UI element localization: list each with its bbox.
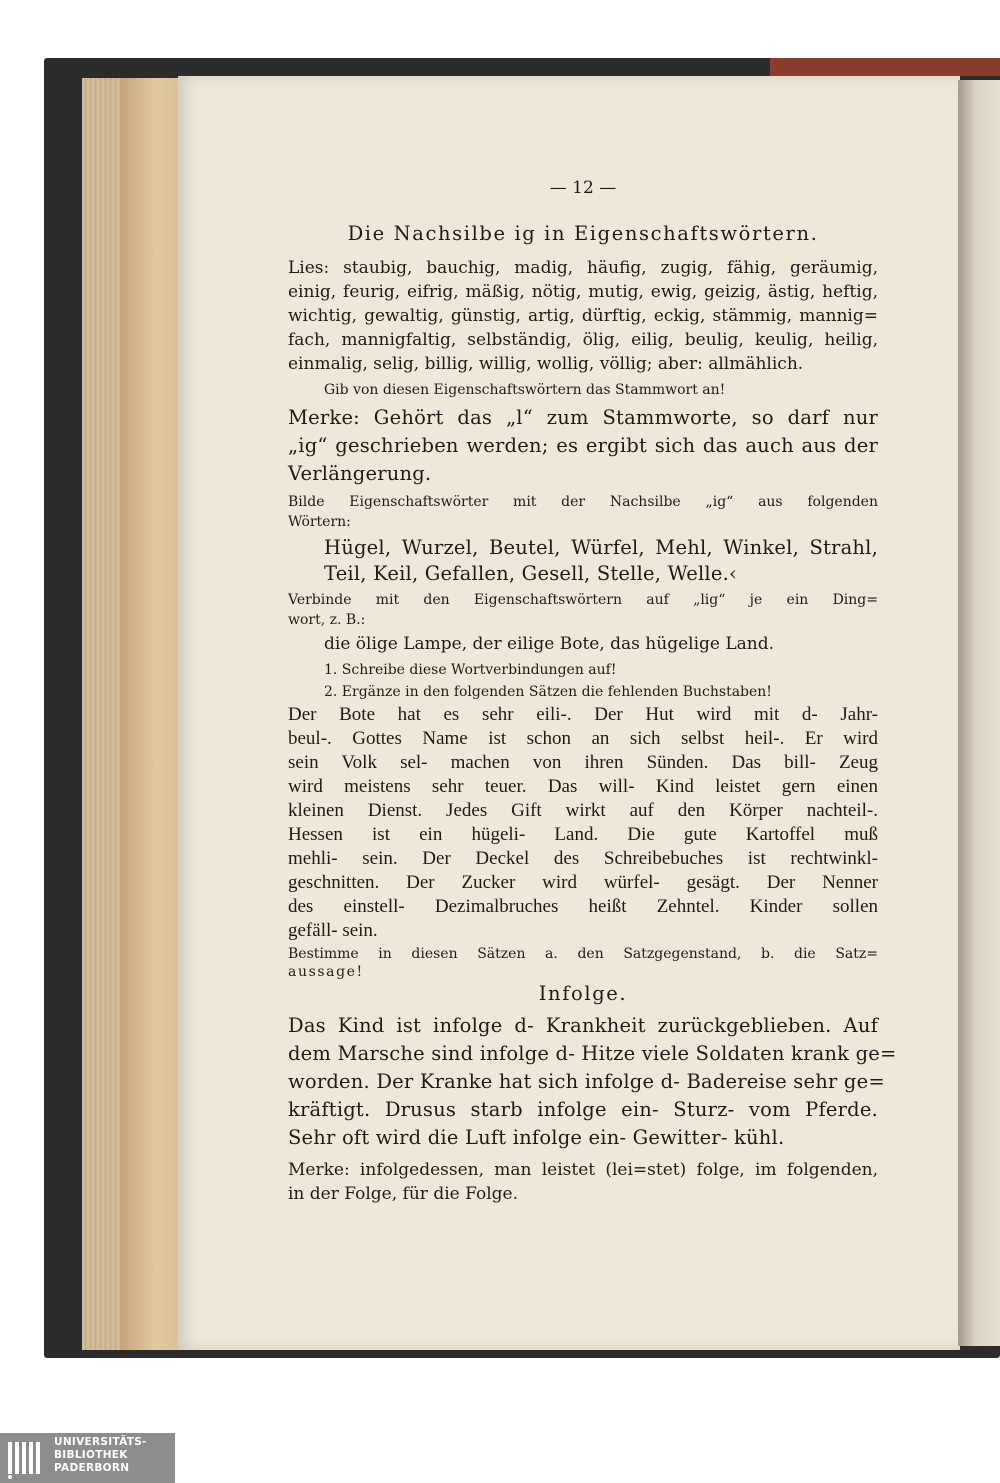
- instruction-bilde: Wörtern:: [288, 514, 351, 530]
- exercise-line: kleinen Dienst. Jedes Gift wirkt auf den Körper nachteil-.: [288, 800, 878, 821]
- section-heading-nachsilbe: Die Nachsilbe ig in Eigenschaftswörtern.: [347, 222, 819, 245]
- exercise-line: wird meistens sehr teuer. Das will- Kind leistet gern einen: [288, 776, 878, 797]
- infolge-line: worden. Der Kranke hat sich infolge d- Badereise sehr ge=: [288, 1070, 885, 1093]
- lies-line: wichtig, gewaltig, günstig, artig, dürftig, eckig, stämmig, mannig=: [288, 306, 878, 326]
- cover-spine-edge: [770, 58, 1000, 76]
- merke-infolge-line: Merke: infolgedessen, man leistet (lei=stet) folge, im folgenden,: [288, 1160, 878, 1180]
- logo-line: UNIVERSITÄTS-: [54, 1436, 147, 1448]
- task-item: 2. Ergänze in den folgenden Sätzen die fehlenden Buchstaben!: [324, 684, 772, 700]
- logo-line: PADERBORN: [54, 1462, 130, 1474]
- exercise-line: Der Bote hat es sehr eili-. Der Hut wird mit d- Jahr-: [288, 704, 878, 725]
- example-line: die ölige Lampe, der eilige Bote, das hügelige Land.: [324, 634, 775, 654]
- merke-infolge-line: in der Folge, für die Folge.: [288, 1184, 518, 1204]
- logo-line: BIBLIOTHEK: [54, 1449, 128, 1461]
- merke-line: Merke: Gehört das „l“ zum Stammworte, so darf nur: [288, 406, 878, 429]
- task-item: 1. Schreibe diese Wortverbindungen auf!: [324, 662, 617, 678]
- section-heading-infolge: Infolge.: [538, 982, 628, 1005]
- exercise-line: sein Volk sel- machen von ihren Sünden. Das bill- Zeug: [288, 752, 878, 773]
- exercise-line: Hessen ist ein hügeli- Land. Die gute Kartoffel muß: [288, 824, 878, 845]
- exercise-line: mehli- sein. Der Deckel des Schreibebuches ist rechtwinkl-: [288, 848, 878, 869]
- infolge-line: Das Kind ist infolge d- Krankheit zurückgeblieben. Auf: [288, 1014, 878, 1037]
- instruction-bestimme: aussage!: [288, 964, 364, 980]
- word-list-line: Teil, Keil, Gefallen, Gesell, Stelle, Welle.‹: [324, 562, 737, 585]
- page-number: — 12 —: [549, 178, 617, 198]
- word-list-line: Hügel, Wurzel, Beutel, Würfel, Mehl, Winkel, Strahl,: [324, 536, 878, 559]
- infolge-line: Sehr oft wird die Luft infolge ein- Gewitter- kühl.: [288, 1126, 785, 1149]
- infolge-line: kräftigt. Drusus starb infolge ein- Sturz- vom Pferde.: [288, 1098, 878, 1121]
- instruction-bestimme: Bestimme in diesen Sätzen a. den Satzgegenstand, b. die Satz=: [288, 946, 878, 962]
- infolge-line: dem Marsche sind infolge d- Hitze viele Soldaten krank ge=: [288, 1042, 897, 1065]
- library-logo-icon: [6, 1438, 46, 1480]
- library-logo-text: [54, 1436, 147, 1475]
- exercise-line: gefäll- sein.: [288, 920, 378, 941]
- merke-line: „ig“ geschrieben werden; es ergibt sich das auch aus der: [288, 434, 878, 457]
- lies-line: Lies: staubig, bauchig, madig, häufig, zugig, fähig, geräumig,: [288, 258, 878, 278]
- lies-line: fach, mannigfaltig, selbständig, ölig, eilig, beulig, keulig, heilig,: [288, 330, 878, 350]
- page-edges-inner: [120, 78, 180, 1350]
- next-page-sliver: [958, 80, 1000, 1346]
- lies-line: einmalig, selig, billig, willig, wollig, völlig; aber: allmählich.: [288, 354, 804, 374]
- merke-line: Verlängerung.: [288, 462, 432, 485]
- exercise-line: beul-. Gottes Name ist schon an sich selbst heil-. Er wird: [288, 728, 878, 749]
- instruction-bilde: Bilde Eigenschaftswörter mit der Nachsilbe „ig“ aus folgenden: [288, 494, 878, 510]
- instruction-verbinde: Verbinde mit den Eigenschaftswörtern auf „lig“ je ein Ding=: [288, 592, 878, 608]
- exercise-line: des einstell- Dezimalbruches heißt Zehntel. Kinder sollen: [288, 896, 878, 917]
- exercise-line: geschnitten. Der Zucker wird würfel- gesägt. Der Nenner: [288, 872, 878, 893]
- instruction-verbinde: wort, z. B.:: [288, 612, 366, 628]
- lies-line: einig, feurig, eifrig, mäßig, nötig, mutig, ewig, geizig, ästig, heftig,: [288, 282, 878, 302]
- instruction-gib: Gib von diesen Eigenschaftswörtern das Stammwort an!: [324, 382, 726, 398]
